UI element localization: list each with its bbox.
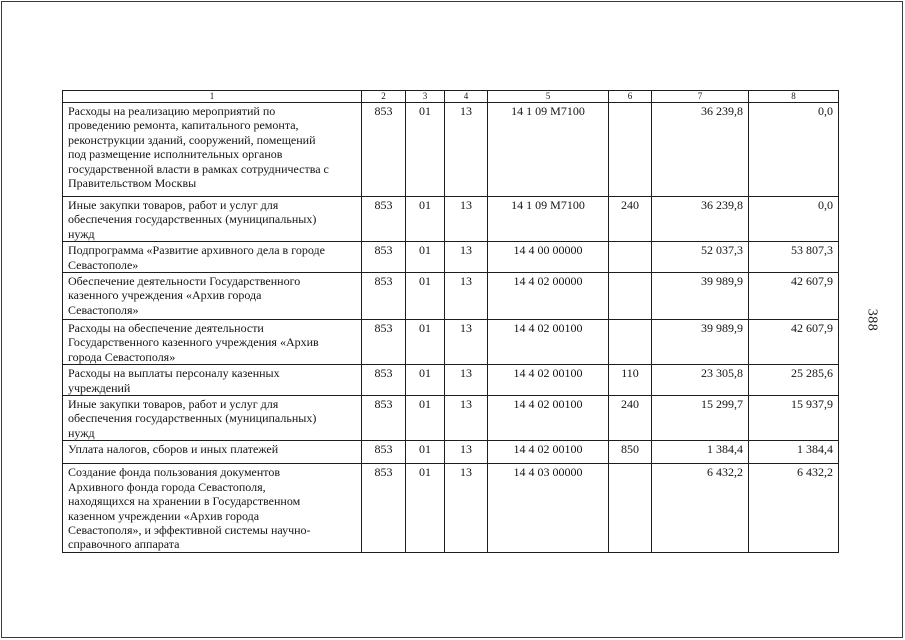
column-header: 6 xyxy=(609,91,652,103)
code-cell: 853 xyxy=(362,320,406,365)
amount-cell: 53 807,3 xyxy=(749,242,839,273)
code-cell: 01 xyxy=(406,396,445,441)
code-cell xyxy=(609,242,652,273)
code-cell: 13 xyxy=(445,242,488,273)
code-cell: 01 xyxy=(406,273,445,320)
code-cell: 13 xyxy=(445,197,488,242)
row-description: Расходы на реализацию мероприятий по проведению ремонта, капитального ремонта, реконструкции зданий, сооружений, помещений под размещение исполнительных органов государственной власти в рамках сотрудничества с Правительством Москвы xyxy=(63,103,362,197)
row-description: Подпрограмма «Развитие архивного дела в городе Севастополе» xyxy=(63,242,362,273)
code-cell: 14 4 02 00000 xyxy=(488,273,609,320)
row-description: Уплата налогов, сборов и иных платежей xyxy=(63,441,362,464)
code-cell: 853 xyxy=(362,365,406,396)
table-row xyxy=(63,464,839,553)
code-cell: 240 xyxy=(609,197,652,242)
code-cell: 14 4 02 00100 xyxy=(488,396,609,441)
code-cell: 850 xyxy=(609,441,652,464)
row-description: Иные закупки товаров, работ и услуг для обеспечения государственных (муниципальных) нужд xyxy=(63,396,362,441)
code-cell: 853 xyxy=(362,242,406,273)
column-header: 5 xyxy=(488,91,609,103)
code-cell: 14 1 09 M7100 xyxy=(488,197,609,242)
code-cell: 853 xyxy=(362,441,406,464)
code-cell: 13 xyxy=(445,441,488,464)
amount-cell: 15 937,9 xyxy=(749,396,839,441)
column-header: 4 xyxy=(445,91,488,103)
code-cell: 01 xyxy=(406,464,445,553)
column-header: 2 xyxy=(362,91,406,103)
table-row xyxy=(63,242,839,273)
page-number: 388 xyxy=(864,308,880,332)
code-cell: 14 4 02 00100 xyxy=(488,365,609,396)
table-row xyxy=(63,197,839,242)
column-header: 3 xyxy=(406,91,445,103)
amount-cell: 6 432,2 xyxy=(652,464,749,553)
code-cell xyxy=(609,273,652,320)
table-row xyxy=(63,365,839,396)
amount-cell: 6 432,2 xyxy=(749,464,839,553)
amount-cell: 1 384,4 xyxy=(749,441,839,464)
code-cell: 853 xyxy=(362,103,406,197)
row-description: Создание фонда пользования документов Архивного фонда города Севастополя, находящихся на хранении в Государственном казенном учреждении «Архив города Севастополя», и эффективной системы научно- справочного аппарата xyxy=(63,464,362,553)
code-cell: 13 xyxy=(445,103,488,197)
code-cell: 14 4 02 00100 xyxy=(488,320,609,365)
code-cell: 853 xyxy=(362,464,406,553)
column-header: 1 xyxy=(63,91,362,103)
code-cell: 14 4 02 00100 xyxy=(488,441,609,464)
amount-cell: 0,0 xyxy=(749,103,839,197)
row-description: Расходы на выплаты персоналу казенных учреждений xyxy=(63,365,362,396)
code-cell xyxy=(609,464,652,553)
code-cell: 853 xyxy=(362,396,406,441)
code-cell: 853 xyxy=(362,197,406,242)
code-cell: 14 4 03 00000 xyxy=(488,464,609,553)
amount-cell: 25 285,6 xyxy=(749,365,839,396)
amount-cell: 36 239,8 xyxy=(652,103,749,197)
code-cell: 853 xyxy=(362,273,406,320)
amount-cell: 42 607,9 xyxy=(749,273,839,320)
row-description: Иные закупки товаров, работ и услуг для обеспечения государственных (муниципальных) нужд xyxy=(63,197,362,242)
column-header: 7 xyxy=(652,91,749,103)
code-cell: 01 xyxy=(406,320,445,365)
table-row xyxy=(63,441,839,464)
code-cell: 13 xyxy=(445,396,488,441)
code-cell: 14 4 00 00000 xyxy=(488,242,609,273)
table-row xyxy=(63,396,839,441)
column-header: 8 xyxy=(749,91,839,103)
amount-cell: 1 384,4 xyxy=(652,441,749,464)
table-row xyxy=(63,273,839,320)
table-header-row xyxy=(63,91,839,103)
amount-cell: 39 989,9 xyxy=(652,273,749,320)
amount-cell: 52 037,3 xyxy=(652,242,749,273)
code-cell: 110 xyxy=(609,365,652,396)
amount-cell: 0,0 xyxy=(749,197,839,242)
code-cell: 13 xyxy=(445,365,488,396)
code-cell: 01 xyxy=(406,365,445,396)
table-row xyxy=(63,320,839,365)
code-cell: 14 1 09 M7100 xyxy=(488,103,609,197)
amount-cell: 15 299,7 xyxy=(652,396,749,441)
row-description: Обеспечение деятельности Государственного казенного учреждения «Архив города Севастополя» xyxy=(63,273,362,320)
code-cell: 13 xyxy=(445,464,488,553)
code-cell: 240 xyxy=(609,396,652,441)
amount-cell: 36 239,8 xyxy=(652,197,749,242)
amount-cell: 39 989,9 xyxy=(652,320,749,365)
amount-cell: 42 607,9 xyxy=(749,320,839,365)
code-cell: 01 xyxy=(406,197,445,242)
code-cell: 13 xyxy=(445,273,488,320)
table-row xyxy=(63,103,839,197)
amount-cell: 23 305,8 xyxy=(652,365,749,396)
row-description: Расходы на обеспечение деятельности Государственного казенного учреждения «Архив города Севастополя» xyxy=(63,320,362,365)
code-cell: 01 xyxy=(406,441,445,464)
budget-table xyxy=(62,90,839,553)
code-cell: 13 xyxy=(445,320,488,365)
code-cell xyxy=(609,320,652,365)
code-cell: 01 xyxy=(406,103,445,197)
code-cell: 01 xyxy=(406,242,445,273)
code-cell xyxy=(609,103,652,197)
